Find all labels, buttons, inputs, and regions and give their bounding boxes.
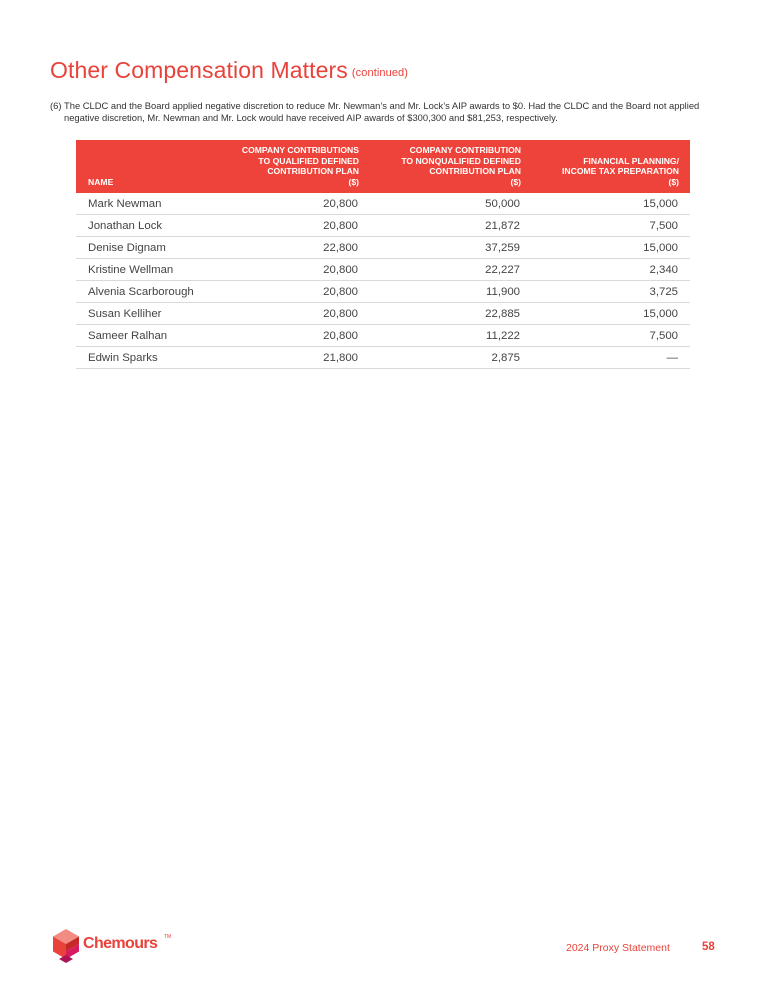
compensation-table — [76, 140, 690, 369]
footnote — [50, 100, 720, 123]
cell-nonqualified: 22,227 — [370, 259, 532, 281]
cell-nonqualified: 11,900 — [370, 281, 532, 303]
column-header-qualified — [236, 140, 370, 193]
cell-financial: 7,500 — [532, 215, 690, 237]
cell-qualified: 20,800 — [236, 303, 370, 325]
cell-name: Denise Dignam — [76, 237, 236, 259]
cell-qualified: 20,800 — [236, 215, 370, 237]
header-line: TO NONQUALIFIED DEFINED — [401, 155, 521, 166]
table-row — [76, 193, 690, 215]
chemours-logo — [50, 928, 180, 964]
cell-financial: — — [532, 347, 690, 369]
logo-trademark: TM — [164, 934, 172, 940]
column-header-financial-planning — [532, 140, 690, 193]
cell-name: Mark Newman — [76, 193, 236, 215]
table-row — [76, 259, 690, 281]
continued-label: (continued) — [351, 67, 409, 80]
header-line: ($) — [668, 176, 679, 187]
cell-name: Susan Kelliher — [76, 303, 236, 325]
page-title — [50, 57, 408, 84]
table-row — [76, 281, 690, 303]
cell-qualified: 20,800 — [236, 193, 370, 215]
cell-nonqualified: 2,875 — [370, 347, 532, 369]
header-line: COMPANY CONTRIBUTIONS — [241, 145, 359, 155]
table-row — [76, 325, 690, 347]
cell-financial: 3,725 — [532, 281, 690, 303]
table-row — [76, 347, 690, 369]
cell-name: Sameer Ralhan — [76, 325, 236, 347]
cell-qualified: 20,800 — [236, 259, 370, 281]
header-line: CONTRIBUTION PLAN — [429, 166, 521, 176]
footnote-number: (6) — [50, 100, 62, 111]
cell-nonqualified: 50,000 — [370, 193, 532, 215]
table-row — [76, 215, 690, 237]
chemours-hexagon-logo-icon — [50, 928, 82, 964]
page-number: 58 — [702, 941, 715, 953]
cell-nonqualified: 11,222 — [370, 325, 532, 347]
footnote-text: The CLDC and the Board applied negative discretion to reduce Mr. Newman’s and Mr. Lock’s AIP awards to $0. Had the CLDC and the Board not applied negative discretion, Mr. Newman and Mr. Lock would have received AIP awards of $300,300 and $81,253, respectively. — [64, 100, 700, 123]
table-row — [76, 237, 690, 259]
column-header-nonqualified — [370, 140, 532, 193]
cell-nonqualified: 21,872 — [370, 215, 532, 237]
cell-qualified: 20,800 — [236, 325, 370, 347]
cell-financial: 15,000 — [532, 303, 690, 325]
logo-wordmark: Chemours — [83, 935, 158, 952]
header-line: ($) — [348, 176, 359, 187]
cell-name: Jonathan Lock — [76, 215, 236, 237]
cell-name: Kristine Wellman — [76, 259, 236, 281]
table-header-row — [76, 140, 690, 193]
header-line: CONTRIBUTION PLAN — [267, 166, 359, 176]
header-line: TO QUALIFIED DEFINED — [258, 155, 359, 166]
header-line: FINANCIAL PLANNING/ — [583, 155, 679, 166]
header-line: COMPANY CONTRIBUTION — [409, 145, 521, 155]
header-line: INCOME TAX PREPARATION — [562, 166, 679, 176]
footer-document-title: 2024 Proxy Statement — [566, 942, 670, 954]
cell-financial: 2,340 — [532, 259, 690, 281]
header-line: ($) — [510, 176, 521, 187]
cell-nonqualified: 37,259 — [370, 237, 532, 259]
cell-name: Edwin Sparks — [76, 347, 236, 369]
cell-financial: 7,500 — [532, 325, 690, 347]
cell-qualified: 20,800 — [236, 281, 370, 303]
cell-financial: 15,000 — [532, 193, 690, 215]
cell-qualified: 22,800 — [236, 237, 370, 259]
table-row — [76, 303, 690, 325]
cell-nonqualified: 22,885 — [370, 303, 532, 325]
page-title-text: Other Compensation Matters — [50, 57, 348, 84]
cell-name: Alvenia Scarborough — [76, 281, 236, 303]
cell-financial: 15,000 — [532, 237, 690, 259]
column-header-name: NAME — [76, 140, 236, 193]
cell-qualified: 21,800 — [236, 347, 370, 369]
